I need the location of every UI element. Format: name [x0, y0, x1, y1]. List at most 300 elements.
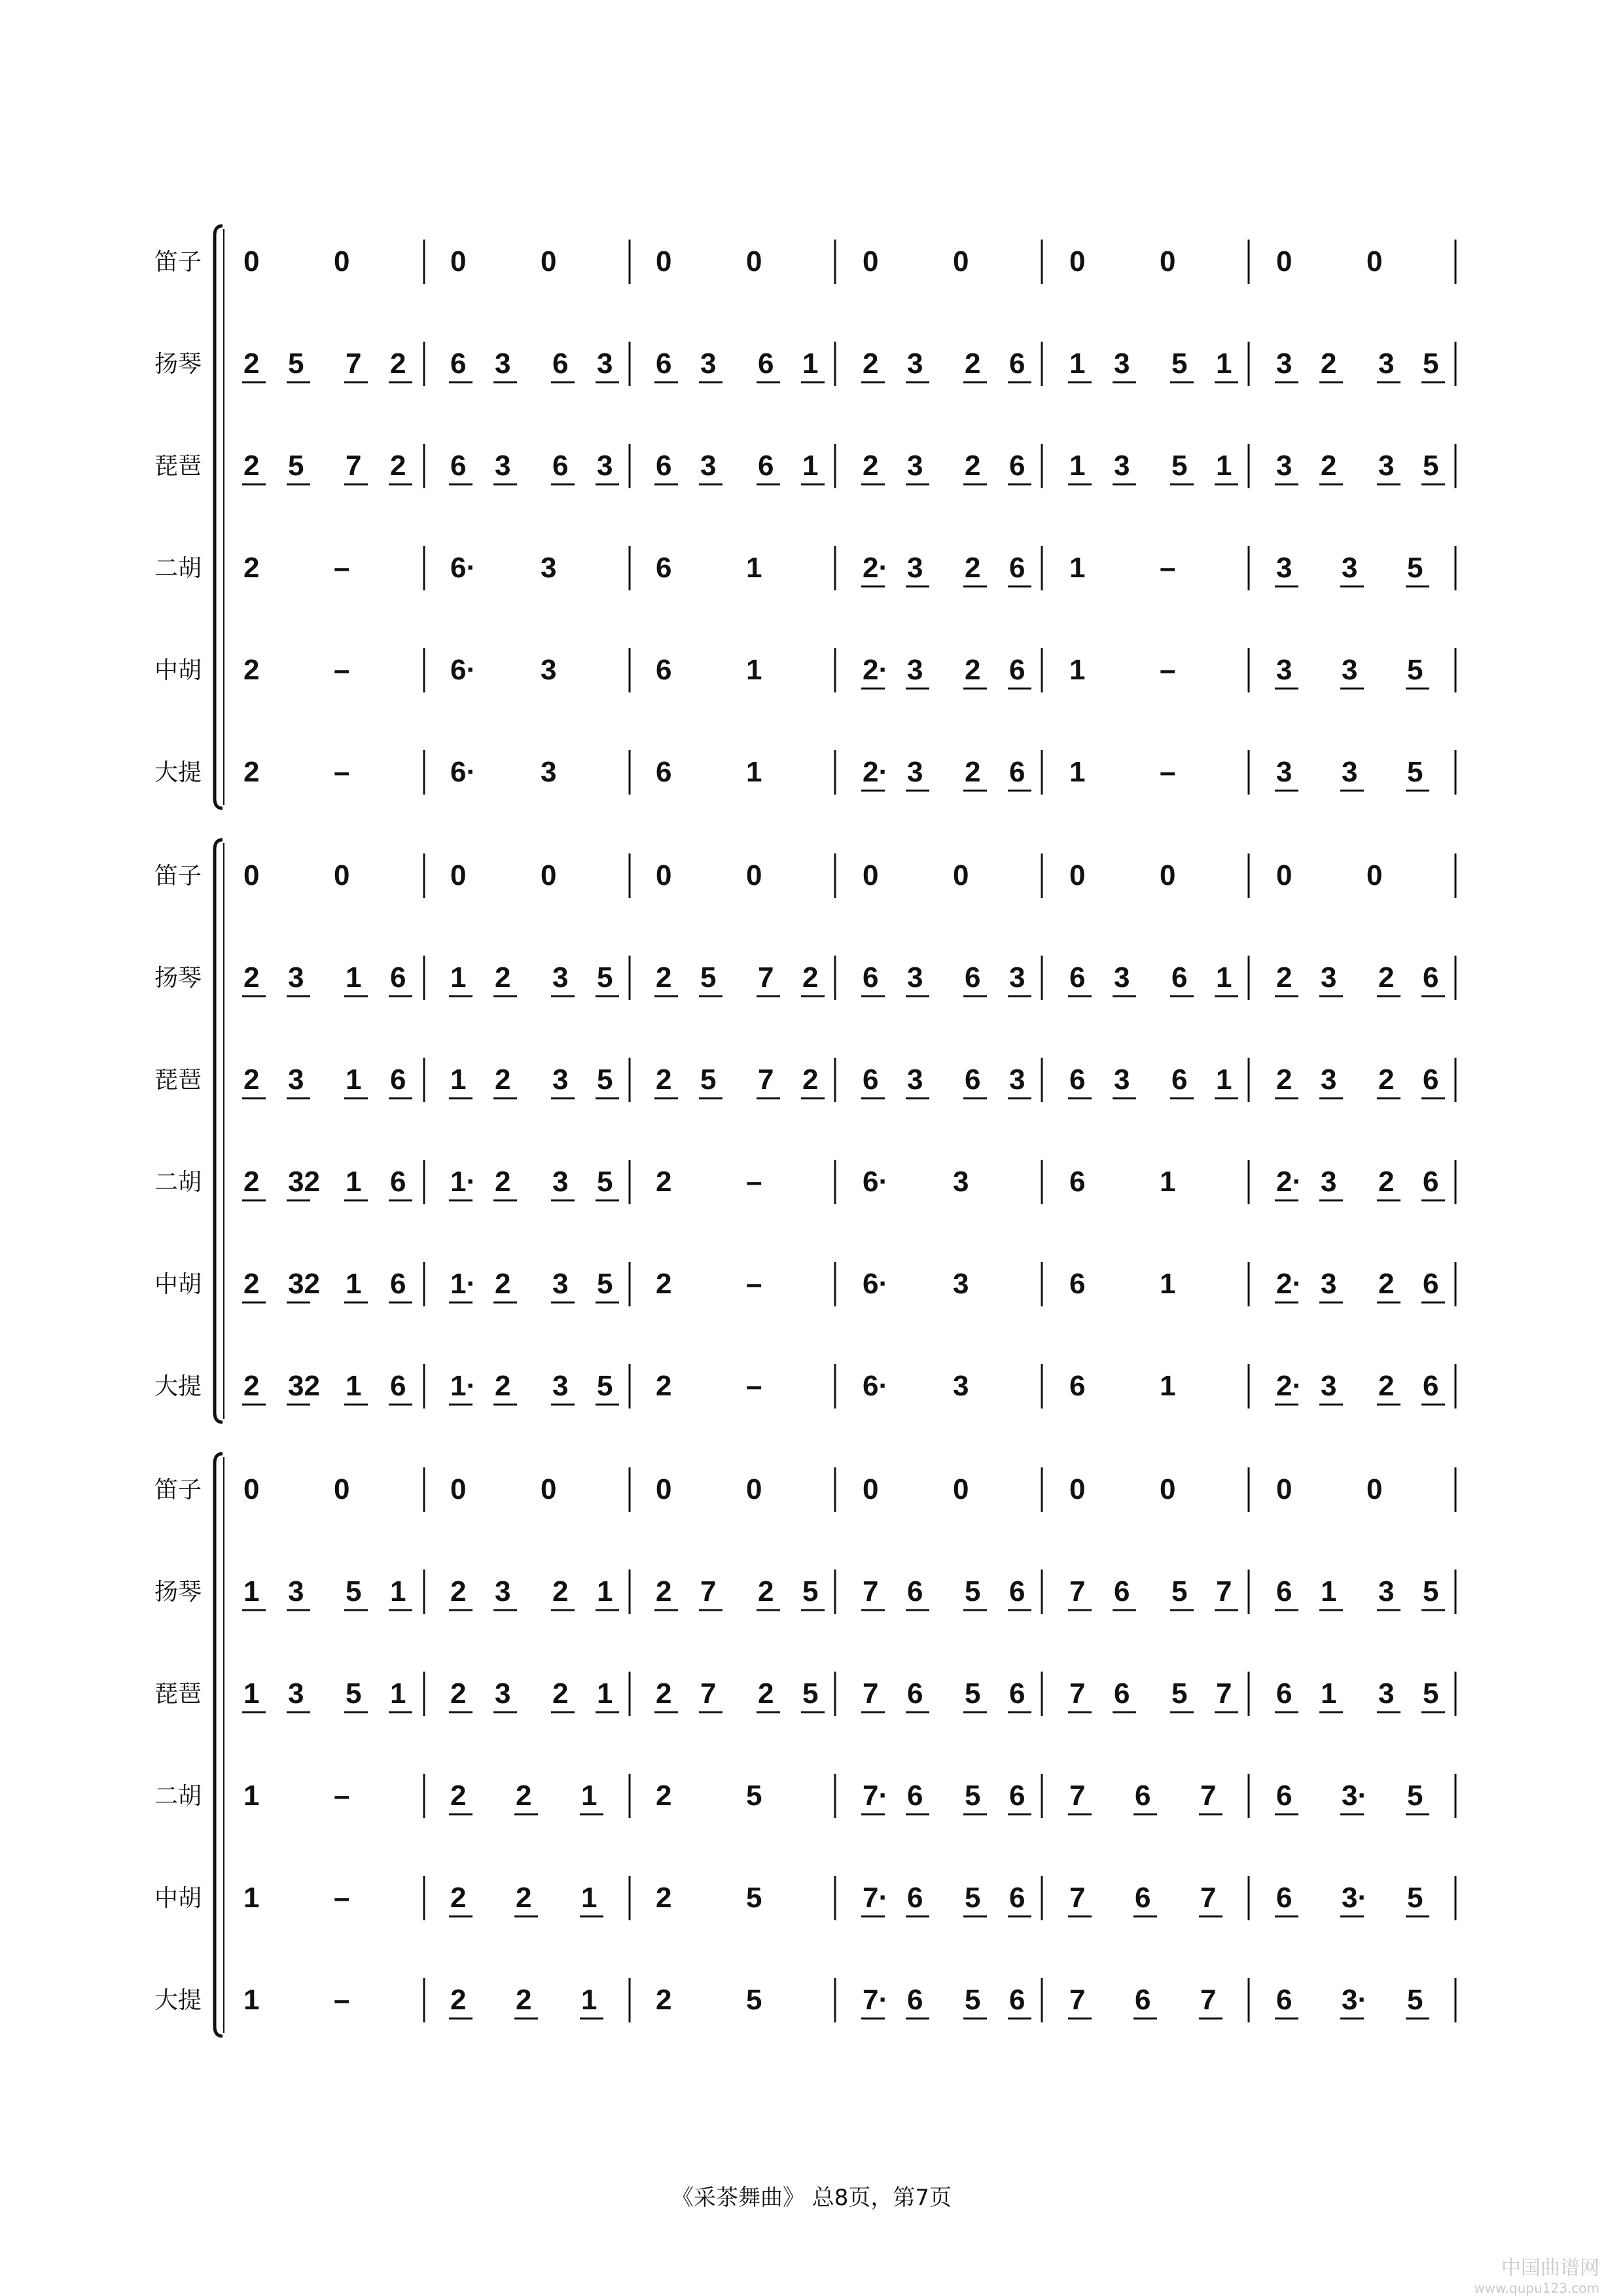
jianpu-note: 1· — [450, 1268, 476, 1300]
jianpu-note: 1 — [1160, 1268, 1176, 1300]
jianpu-note: 2 — [495, 961, 511, 994]
jianpu-note: 2 — [243, 961, 260, 994]
jianpu-note: 7 — [700, 1575, 717, 1607]
jianpu-note: 3 — [1321, 1064, 1337, 1096]
jianpu-note: 2 — [965, 348, 981, 380]
jianpu-note: 3 — [1378, 450, 1395, 482]
jianpu-note: – — [334, 756, 350, 788]
jianpu-note: 2 — [656, 1370, 672, 1402]
jianpu-note: 5 — [965, 1677, 981, 1710]
jianpu-note: 3 — [552, 1064, 569, 1096]
jianpu-note: 6· — [450, 654, 476, 686]
jianpu-note: 1 — [1321, 1575, 1337, 1607]
jianpu-note: 3 — [597, 348, 613, 380]
jianpu-note: 3 — [907, 348, 923, 380]
instrument-label: 扬琴 — [154, 351, 202, 378]
jianpu-note: 2 — [243, 756, 260, 788]
watermark-url: www.qupu123.com — [1474, 2280, 1599, 2296]
jianpu-note: 6 — [450, 450, 467, 482]
jianpu-note: 0 — [1069, 859, 1086, 891]
jianpu-note: 0 — [1160, 1473, 1176, 1505]
jianpu-note: 5 — [700, 961, 717, 994]
jianpu-note: 0 — [953, 859, 969, 891]
score-system — [154, 840, 1455, 1422]
jianpu-note: 2 — [552, 1677, 569, 1710]
jianpu-note: 2 — [1276, 961, 1293, 994]
jianpu-note: 5 — [597, 1268, 613, 1300]
jianpu-note: 2 — [656, 1677, 672, 1710]
jianpu-note: 5 — [1171, 348, 1188, 380]
jianpu-note: 7 — [1200, 1984, 1217, 2016]
system-bracket — [215, 226, 223, 808]
jianpu-note: 1 — [390, 1575, 406, 1607]
instrument-label: 中胡 — [154, 657, 202, 684]
jianpu-note: 1 — [1321, 1677, 1337, 1710]
jianpu-note: 6 — [1423, 1268, 1439, 1300]
jianpu-note: 5 — [1407, 1780, 1423, 1812]
jianpu-note: 2· — [1276, 1166, 1302, 1198]
jianpu-note: 5 — [288, 348, 304, 380]
jianpu-note: 32 — [288, 1166, 320, 1198]
jianpu-note: 5 — [965, 1575, 981, 1607]
jianpu-note: 6 — [1009, 654, 1026, 686]
jianpu-note: 5 — [700, 1064, 717, 1096]
jianpu-note: 1 — [346, 961, 362, 994]
jianpu-note: 1 — [243, 1882, 260, 1914]
system-bracket — [215, 840, 223, 1422]
jianpu-note: 2 — [1378, 1166, 1395, 1198]
jianpu-note: 3 — [1276, 450, 1293, 482]
jianpu-note: 2 — [656, 1882, 672, 1914]
jianpu-note: 6 — [965, 961, 981, 994]
jianpu-note: 7 — [863, 1677, 879, 1710]
jianpu-note: 6 — [1009, 450, 1026, 482]
jianpu-note: 5 — [746, 1984, 762, 2016]
jianpu-note: 0 — [243, 245, 260, 278]
jianpu-note: 3 — [288, 1575, 304, 1607]
jianpu-note: 5 — [1407, 654, 1423, 686]
jianpu-note: 2 — [450, 1575, 467, 1607]
jianpu-note: 0 — [541, 859, 557, 891]
jianpu-note: 2 — [1321, 450, 1337, 482]
jianpu-note: 3 — [953, 1370, 969, 1402]
jianpu-note: 0 — [243, 1473, 260, 1505]
jianpu-note: 5 — [746, 1882, 762, 1914]
jianpu-note: 6· — [863, 1166, 889, 1198]
jianpu-note: 3 — [552, 1268, 569, 1300]
jianpu-note: 3 — [541, 552, 557, 584]
jianpu-note: 3 — [1009, 961, 1026, 994]
jianpu-note: 2 — [243, 1166, 260, 1198]
jianpu-note: 6 — [1135, 1984, 1151, 2016]
jianpu-note: 3 — [552, 1370, 569, 1402]
jianpu-note: 6 — [1114, 1677, 1130, 1710]
jianpu-note: 6 — [656, 654, 672, 686]
jianpu-note: 3 — [907, 654, 923, 686]
jianpu-note: 0 — [656, 859, 672, 891]
jianpu-note: 5 — [1171, 1575, 1188, 1607]
jianpu-note: 1 — [243, 1575, 260, 1607]
jianpu-note: 1 — [346, 1064, 362, 1096]
jianpu-note: 7 — [758, 961, 774, 994]
jianpu-note: 6 — [390, 1370, 406, 1402]
jianpu-note: 3 — [1009, 1064, 1026, 1096]
jianpu-note: 2 — [450, 1882, 467, 1914]
jianpu-note: – — [334, 1780, 350, 1812]
jianpu-note: 3 — [1321, 1268, 1337, 1300]
jianpu-note: 2 — [965, 654, 981, 686]
jianpu-note: 0 — [656, 1473, 672, 1505]
jianpu-note: 2 — [1321, 348, 1337, 380]
jianpu-note: 5 — [802, 1677, 819, 1710]
jianpu-note: 0 — [541, 245, 557, 278]
jianpu-note: 0 — [746, 1473, 762, 1505]
jianpu-note: 0 — [1276, 1473, 1293, 1505]
jianpu-note: 2 — [243, 552, 260, 584]
jianpu-note: 1 — [346, 1268, 362, 1300]
jianpu-note: 0 — [746, 245, 762, 278]
jianpu-note: 5 — [802, 1575, 819, 1607]
jianpu-note: 5 — [1407, 1882, 1423, 1914]
jianpu-note: 6 — [1009, 1984, 1026, 2016]
jianpu-note: 1 — [802, 450, 819, 482]
jianpu-note: 0 — [334, 245, 350, 278]
jianpu-note: 6 — [758, 348, 774, 380]
jianpu-note: 5 — [965, 1780, 981, 1812]
jianpu-note: 7 — [1069, 1677, 1086, 1710]
jianpu-note: 6 — [1171, 961, 1188, 994]
jianpu-note: 0 — [450, 859, 467, 891]
jianpu-note: 3 — [953, 1268, 969, 1300]
jianpu-note: 3 — [495, 348, 511, 380]
jianpu-note: 0 — [1276, 859, 1293, 891]
jianpu-note: 1 — [581, 1984, 597, 2016]
jianpu-note: 2 — [965, 756, 981, 788]
jianpu-note: 6 — [552, 450, 569, 482]
jianpu-note: 2 — [656, 1268, 672, 1300]
instrument-label: 笛子 — [154, 1477, 202, 1503]
instrument-label: 扬琴 — [154, 1579, 202, 1605]
jianpu-note: 32 — [288, 1268, 320, 1300]
jianpu-note: 3· — [1342, 1780, 1368, 1812]
jianpu-note: 5 — [597, 1166, 613, 1198]
jianpu-note: 7· — [863, 1780, 889, 1812]
jianpu-note: 6 — [1276, 1882, 1293, 1914]
jianpu-note: 6 — [1171, 1064, 1188, 1096]
jianpu-note: 1 — [346, 1370, 362, 1402]
jianpu-note: 5 — [1407, 552, 1423, 584]
jianpu-note: 3 — [288, 1677, 304, 1710]
jianpu-note: 3 — [907, 450, 923, 482]
jianpu-note: 6 — [656, 450, 672, 482]
jianpu-note: 0 — [863, 245, 879, 278]
jianpu-note: 2 — [656, 961, 672, 994]
jianpu-note: 6· — [863, 1268, 889, 1300]
instrument-label: 琵琶 — [154, 453, 202, 480]
jianpu-note: 2 — [1378, 961, 1395, 994]
jianpu-note: 1 — [581, 1882, 597, 1914]
watermark-title: 中国曲谱网 — [1501, 2257, 1599, 2280]
jianpu-note: 3 — [700, 450, 717, 482]
jianpu-note: 0 — [334, 859, 350, 891]
jianpu-note: 1 — [1160, 1370, 1176, 1402]
jianpu-note: 2 — [495, 1166, 511, 1198]
jianpu-note: 3 — [541, 654, 557, 686]
jianpu-note: 2 — [243, 450, 260, 482]
jianpu-note: 6 — [1009, 348, 1026, 380]
jianpu-note: 2 — [495, 1370, 511, 1402]
instrument-label: 琵琶 — [154, 1067, 202, 1094]
jianpu-note: 6 — [1009, 1575, 1026, 1607]
jianpu-note: 2· — [863, 552, 889, 584]
jianpu-note: 3 — [1114, 450, 1130, 482]
jianpu-note: 2· — [1276, 1370, 1302, 1402]
jianpu-note: – — [746, 1370, 762, 1402]
jianpu-note: 7 — [1200, 1780, 1217, 1812]
jianpu-note: – — [1160, 552, 1176, 584]
jianpu-note: 1 — [243, 1677, 260, 1710]
jianpu-note: 6 — [907, 1882, 923, 1914]
jianpu-note: 6 — [863, 1064, 879, 1096]
jianpu-note: 7 — [1216, 1575, 1232, 1607]
jianpu-note: 6 — [1009, 1677, 1026, 1710]
jianpu-note: 6 — [1135, 1882, 1151, 1914]
jianpu-note: 3 — [1378, 1677, 1395, 1710]
jianpu-note: 5 — [346, 1575, 362, 1607]
jianpu-note: 6 — [1069, 961, 1086, 994]
jianpu-note: 3 — [1342, 552, 1358, 584]
jianpu-note: 2 — [1378, 1064, 1395, 1096]
jianpu-note: 2 — [1378, 1370, 1395, 1402]
jianpu-note: 1 — [746, 552, 762, 584]
jianpu-note: 3 — [1321, 1370, 1337, 1402]
jianpu-note: 1 — [1216, 348, 1232, 380]
jianpu-note: 2 — [965, 552, 981, 584]
jianpu-note: 6 — [1114, 1575, 1130, 1607]
jianpu-note: 3 — [1321, 1166, 1337, 1198]
jianpu-note: 1· — [450, 1166, 476, 1198]
jianpu-note: 2· — [1276, 1268, 1302, 1300]
jianpu-note: 3 — [1114, 1064, 1130, 1096]
jianpu-note: 7 — [1069, 1984, 1086, 2016]
jianpu-note: 6 — [1069, 1166, 1086, 1198]
jianpu-note: 1 — [1160, 1166, 1176, 1198]
jianpu-note: 3 — [541, 756, 557, 788]
jianpu-note: 6 — [1276, 1780, 1293, 1812]
jianpu-note: 6 — [1009, 1780, 1026, 1812]
jianpu-note: 2 — [516, 1780, 532, 1812]
jianpu-note: 1 — [1069, 348, 1086, 380]
page-footer: 《采茶舞曲》 总8页，第7页 — [671, 2185, 952, 2211]
jianpu-note: 5 — [346, 1677, 362, 1710]
jianpu-note: 1 — [450, 1064, 467, 1096]
jianpu-note: 3 — [1276, 552, 1293, 584]
jianpu-note: 3 — [1342, 654, 1358, 686]
jianpu-note: 3 — [907, 552, 923, 584]
jianpu-note: 3 — [1378, 1575, 1395, 1607]
jianpu-note: 7 — [346, 450, 362, 482]
jianpu-note: 3 — [1276, 348, 1293, 380]
jianpu-note: 6 — [907, 1780, 923, 1812]
jianpu-note: 2 — [516, 1882, 532, 1914]
jianpu-note: 6 — [907, 1677, 923, 1710]
jianpu-note: 3 — [1342, 756, 1358, 788]
jianpu-note: 1 — [390, 1677, 406, 1710]
jianpu-note: 0 — [863, 1473, 879, 1505]
jianpu-note: 2 — [656, 1166, 672, 1198]
jianpu-note: 1 — [450, 961, 467, 994]
instrument-label: 琵琶 — [154, 1681, 202, 1708]
jianpu-note: 0 — [1069, 245, 1086, 278]
instrument-label: 笛子 — [154, 863, 202, 889]
site-watermark — [1474, 2251, 1599, 2296]
jianpu-note: – — [1160, 654, 1176, 686]
jianpu-note: 6 — [1069, 1268, 1086, 1300]
jianpu-note: 3 — [288, 1064, 304, 1096]
jianpu-note: 1 — [1216, 450, 1232, 482]
jianpu-note: 32 — [288, 1370, 320, 1402]
jianpu-note: 1 — [746, 756, 762, 788]
score-system — [154, 226, 1455, 808]
jianpu-note: 7 — [1200, 1882, 1217, 1914]
instrument-label: 二胡 — [154, 1783, 202, 1810]
jianpu-note: 1 — [1069, 450, 1086, 482]
jianpu-note: 2 — [243, 654, 260, 686]
jianpu-note: 6 — [1423, 1370, 1439, 1402]
jianpu-note: 3 — [953, 1166, 969, 1198]
jianpu-note: – — [334, 552, 350, 584]
jianpu-note: 2 — [863, 450, 879, 482]
jianpu-note: 7 — [758, 1064, 774, 1096]
system-bracket — [215, 1454, 223, 2036]
jianpu-note: 6 — [390, 1064, 406, 1096]
jianpu-note: 6 — [1276, 1984, 1293, 2016]
jianpu-note: 6· — [863, 1370, 889, 1402]
jianpu-note: 5 — [1407, 756, 1423, 788]
jianpu-note: 3 — [288, 961, 304, 994]
jianpu-note: 7· — [863, 1984, 889, 2016]
instrument-label: 中胡 — [154, 1885, 202, 1912]
jianpu-note: 6 — [390, 961, 406, 994]
jianpu-note: 2· — [863, 654, 889, 686]
jianpu-note: 6 — [907, 1575, 923, 1607]
jianpu-note: 2 — [656, 1780, 672, 1812]
jianpu-note: 2 — [1276, 1064, 1293, 1096]
jianpu-note: 6 — [1135, 1780, 1151, 1812]
jianpu-note: 0 — [863, 859, 879, 891]
jianpu-note: 1 — [243, 1984, 260, 2016]
jianpu-note: 0 — [1069, 1473, 1086, 1505]
instrument-label: 中胡 — [154, 1271, 202, 1298]
jianpu-note: – — [334, 654, 350, 686]
jianpu-note: 3 — [495, 1677, 511, 1710]
jianpu-note: 6 — [1069, 1370, 1086, 1402]
instrument-label: 二胡 — [154, 1169, 202, 1196]
jianpu-note: 5 — [1423, 1677, 1439, 1710]
jianpu-note: 0 — [243, 859, 260, 891]
jianpu-note: – — [746, 1268, 762, 1300]
jianpu-note: 1 — [346, 1166, 362, 1198]
jianpu-note: 2 — [243, 1064, 260, 1096]
jianpu-note: 3 — [552, 961, 569, 994]
jianpu-note: 2 — [495, 1268, 511, 1300]
jianpu-note: 5 — [597, 1370, 613, 1402]
jianpu-note: – — [334, 1882, 350, 1914]
jianpu-note: 5 — [746, 1780, 762, 1812]
jianpu-note: 1· — [450, 1370, 476, 1402]
jianpu-note: 6 — [656, 552, 672, 584]
jianpu-note: 2 — [390, 348, 406, 380]
jianpu-note: 3 — [907, 961, 923, 994]
jianpu-note: 2 — [802, 1064, 819, 1096]
jianpu-note: 2 — [450, 1677, 467, 1710]
jianpu-note: 5 — [1423, 450, 1439, 482]
jianpu-note: 5 — [1171, 1677, 1188, 1710]
jianpu-note: 6 — [863, 961, 879, 994]
jianpu-note: 1 — [1069, 552, 1086, 584]
jianpu-note: 5 — [1423, 348, 1439, 380]
jianpu-note: 1 — [1216, 1064, 1232, 1096]
jianpu-note: 6 — [758, 450, 774, 482]
jianpu-note: 6 — [907, 1984, 923, 2016]
jianpu-note: 6 — [390, 1268, 406, 1300]
jianpu-note: 3 — [552, 1166, 569, 1198]
jianpu-note: 2 — [516, 1984, 532, 2016]
jianpu-note: 6· — [450, 756, 476, 788]
jianpu-note: 3· — [1342, 1984, 1368, 2016]
jianpu-note: 3 — [597, 450, 613, 482]
jianpu-note: 3 — [1276, 654, 1293, 686]
jianpu-note: 1 — [581, 1780, 597, 1812]
jianpu-note: 0 — [746, 859, 762, 891]
jianpu-note: 0 — [334, 1473, 350, 1505]
jianpu-note: 2 — [243, 1370, 260, 1402]
jianpu-note: 0 — [1160, 859, 1176, 891]
jianpu-note: 2 — [450, 1984, 467, 2016]
jianpu-note: 3 — [1321, 961, 1337, 994]
jianpu-note: 6 — [1009, 1882, 1026, 1914]
jianpu-note: 3· — [1342, 1882, 1368, 1914]
instrument-label: 二胡 — [154, 555, 202, 582]
jianpu-note: 6 — [1423, 1166, 1439, 1198]
jianpu-note: 7 — [1069, 1780, 1086, 1812]
jianpu-note: 2 — [1378, 1268, 1395, 1300]
jianpu-note: 3 — [1114, 348, 1130, 380]
jianpu-note: 0 — [1276, 245, 1293, 278]
jianpu-note: 0 — [541, 1473, 557, 1505]
jianpu-note: 6 — [965, 1064, 981, 1096]
jianpu-note: 2 — [552, 1575, 569, 1607]
jianpu-note: 0 — [1160, 245, 1176, 278]
jianpu-note: 0 — [1366, 1473, 1383, 1505]
jianpu-note: 6 — [1009, 756, 1026, 788]
jianpu-note: 2 — [863, 348, 879, 380]
instrument-label: 笛子 — [154, 249, 202, 276]
jianpu-note: – — [746, 1166, 762, 1198]
jianpu-note: – — [334, 1984, 350, 2016]
jianpu-note: 5 — [965, 1984, 981, 2016]
jianpu-note: 3 — [1378, 348, 1395, 380]
jianpu-note: 2· — [863, 756, 889, 788]
jianpu-note: 2 — [450, 1780, 467, 1812]
jianpu-note: 2 — [802, 961, 819, 994]
jianpu-note: 1 — [243, 1780, 260, 1812]
jianpu-note: 0 — [656, 245, 672, 278]
jianpu-note: 0 — [450, 1473, 467, 1505]
jianpu-note: – — [1160, 756, 1176, 788]
jianpu-note: 2 — [656, 1984, 672, 2016]
jianpu-note: 1 — [1069, 654, 1086, 686]
